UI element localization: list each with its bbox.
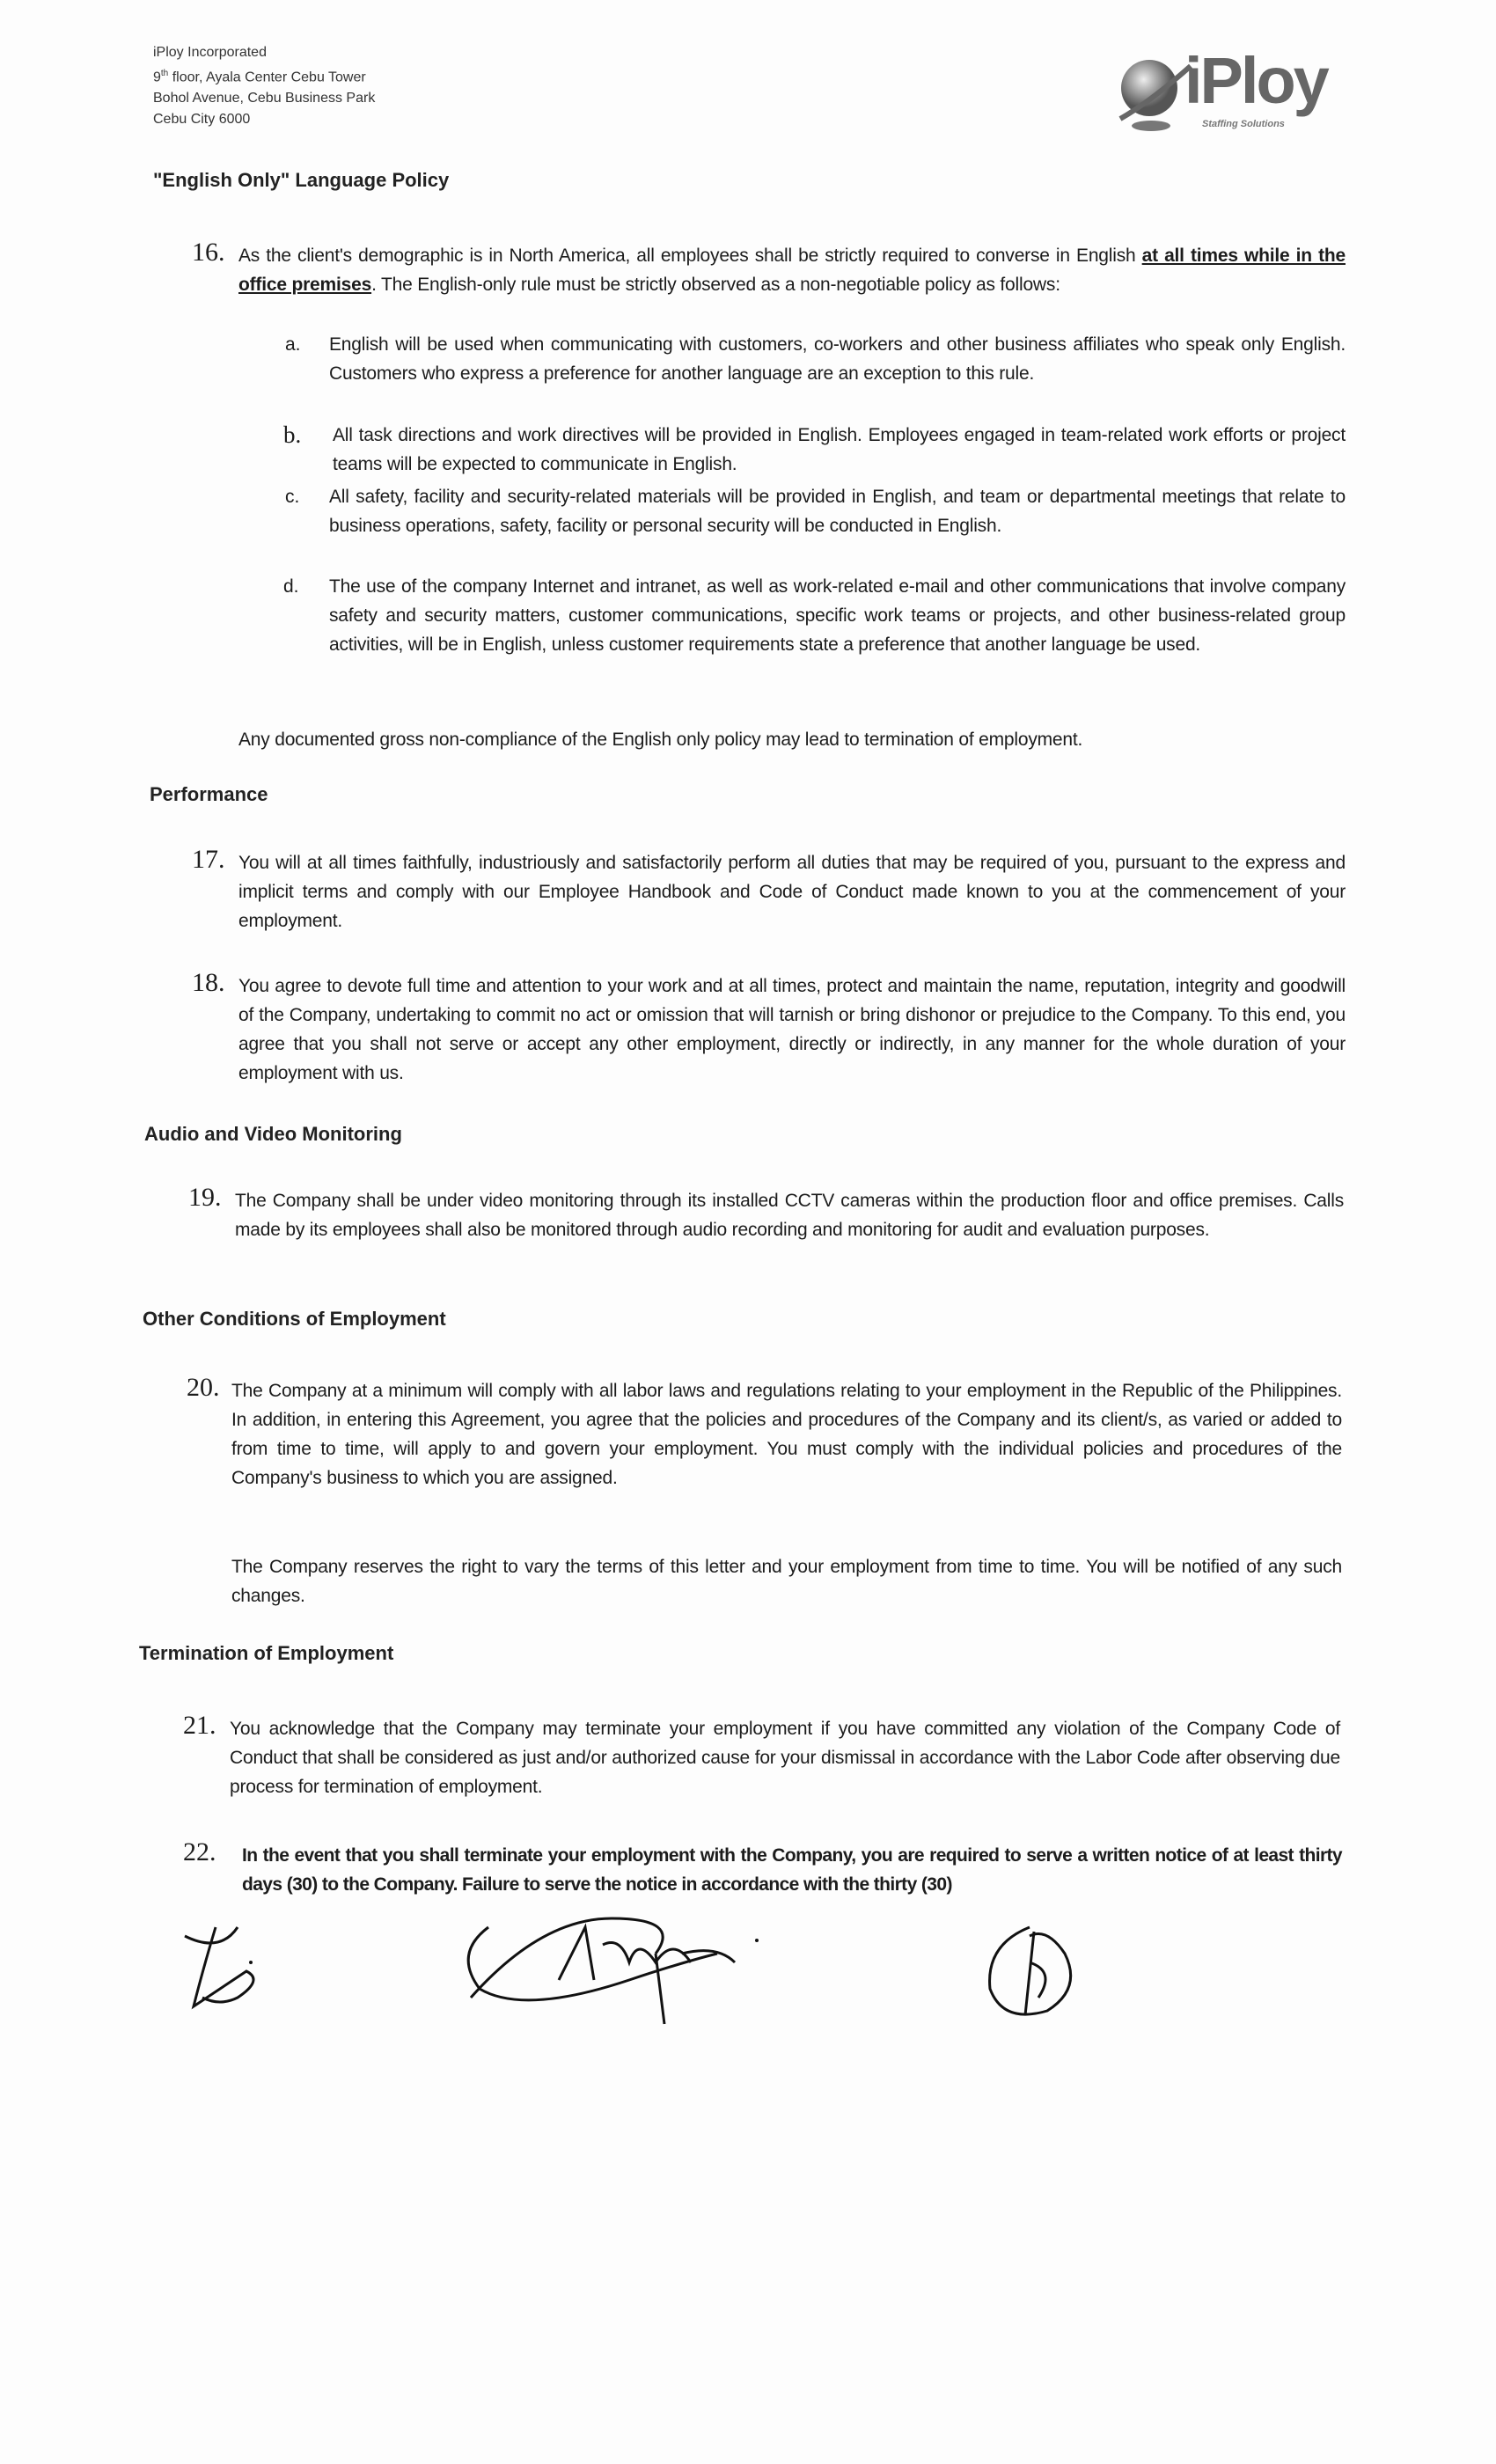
subitem-a: English will be used when communicating with customers, co-workers and other business affiliates who speak only English. Customers who express a preference for another language are an exception to this rule. — [329, 334, 1346, 384]
clause-text: As the client's demographic is in North America, all employees shall be strictly required to converse in English — [238, 246, 1142, 266]
heading-monitoring: Audio and Video Monitoring — [144, 1123, 402, 1145]
item-number: 19. — [188, 1183, 222, 1212]
english-policy-closing: Any documented gross non-compliance of the English only policy may lead to termination of employment. — [238, 730, 1083, 750]
subitem-letter: d. — [283, 576, 299, 597]
clause-text: . The English-only rule must be strictly observed as a non-negotiable policy as follows: — [371, 275, 1060, 295]
clause-21: You acknowledge that the Company may terminate your employment if you have committed any violation of the Company Code of Conduct that shall be considered as just and/or authorized cause for your dismissal in accordance with the Labor Code after observing due process for termination of employment. — [230, 1719, 1340, 1797]
address-line: Cebu City 6000 — [153, 112, 251, 128]
address-line: Bohol Avenue, Cebu Business Park — [153, 91, 376, 106]
clause-20: The Company at a minimum will comply with all labor laws and regulations relating to your employment in the Republic of the Philippines. In addition, in entering this Agreement, you agree that the policies and procedures of the Company and its client/s, as varied or added to from time to time, will apply to and govern your employment. You must comply with the individual policies and procedures of the Company's business to which you are assigned. — [231, 1381, 1342, 1488]
item-number: 17. — [192, 845, 225, 874]
clause-16 — [238, 241, 1346, 299]
subitem-letter: b. — [283, 422, 302, 448]
subitem-letter: c. — [285, 487, 300, 507]
address-line: iPloy Incorporated — [153, 45, 267, 60]
item-number: 16. — [192, 238, 225, 267]
subitem-letter: a. — [285, 334, 301, 355]
logo-tagline: Staffing Solutions — [1202, 119, 1285, 129]
item-number: 22. — [183, 1837, 216, 1866]
clause-22: In the event that you shall terminate your employment with the Company, you are required to serve a written notice of at least thirty days (30) to the Company. Failure to serve the notice in accordance with the thirty (30) — [242, 1845, 1342, 1895]
address-line: 9th floor, Ayala Center Cebu Tower — [153, 69, 366, 85]
heading-termination: Termination of Employment — [139, 1642, 394, 1664]
heading-performance: Performance — [150, 783, 268, 805]
company-address — [153, 42, 375, 130]
subitem-b: All task directions and work directives will be provided in English. Employees engaged in team-related work efforts or project teams will be expected to communicate in English. — [333, 425, 1346, 474]
iploy-logo — [1116, 44, 1353, 136]
clause-17: You will at all times faithfully, industriously and satisfactorily perform all duties that may be required of you, pursuant to the express and implicit terms and comply with our Employee Handbook and Code of Conduct made known to you at the commencement of your employment. — [238, 853, 1346, 931]
signature-main — [453, 1901, 770, 2033]
clause-18: You agree to devote full time and attention to your work and at all times, protect and maintain the name, reputation, integrity and goodwill of the Company, undertaking to commit no act or omission that will tarnish or bring dishonor or prejudice to the Company. To this end, you agree that you shall not serve or accept any other employment, directly or indirectly, in any manner for the whole duration of your employment with us. — [238, 976, 1346, 1083]
emphasis-text: at all times while in the office premises — [238, 246, 1346, 295]
item-number: 21. — [183, 1711, 216, 1740]
reserve-rights-text: The Company reserves the right to vary the terms of this letter and your employment from time to time. You will be notified of any such changes. — [231, 1557, 1342, 1606]
clause-19: The Company shall be under video monitoring through its installed CCTV cameras within the production floor and office premises. Calls made by its employees shall also be monitored through audio recording and monitoring for audit and evaluation purposes. — [235, 1191, 1344, 1240]
item-number: 20. — [187, 1373, 220, 1402]
item-number: 18. — [192, 968, 225, 997]
subitem-c: All safety, facility and security-related materials will be provided in English, and team or departmental meetings that relate to business operations, safety, facility or personal security will be conducted in English. — [329, 487, 1346, 536]
heading-other-conditions: Other Conditions of Employment — [143, 1308, 446, 1330]
signature-initials-1 — [167, 1910, 290, 2024]
signature-initials-2 — [977, 1910, 1091, 2033]
logo-wordmark: iPloy — [1184, 44, 1327, 117]
subitem-d: The use of the company Internet and intranet, as well as work-related e-mail and other communications that involve company safety and security matters, customer communications, specific work teams or projects, and other business-related group activities, will be in English, unless customer requirements state a preference that another language be used. — [329, 576, 1346, 655]
heading-english-policy: "English Only" Language Policy — [153, 169, 450, 191]
